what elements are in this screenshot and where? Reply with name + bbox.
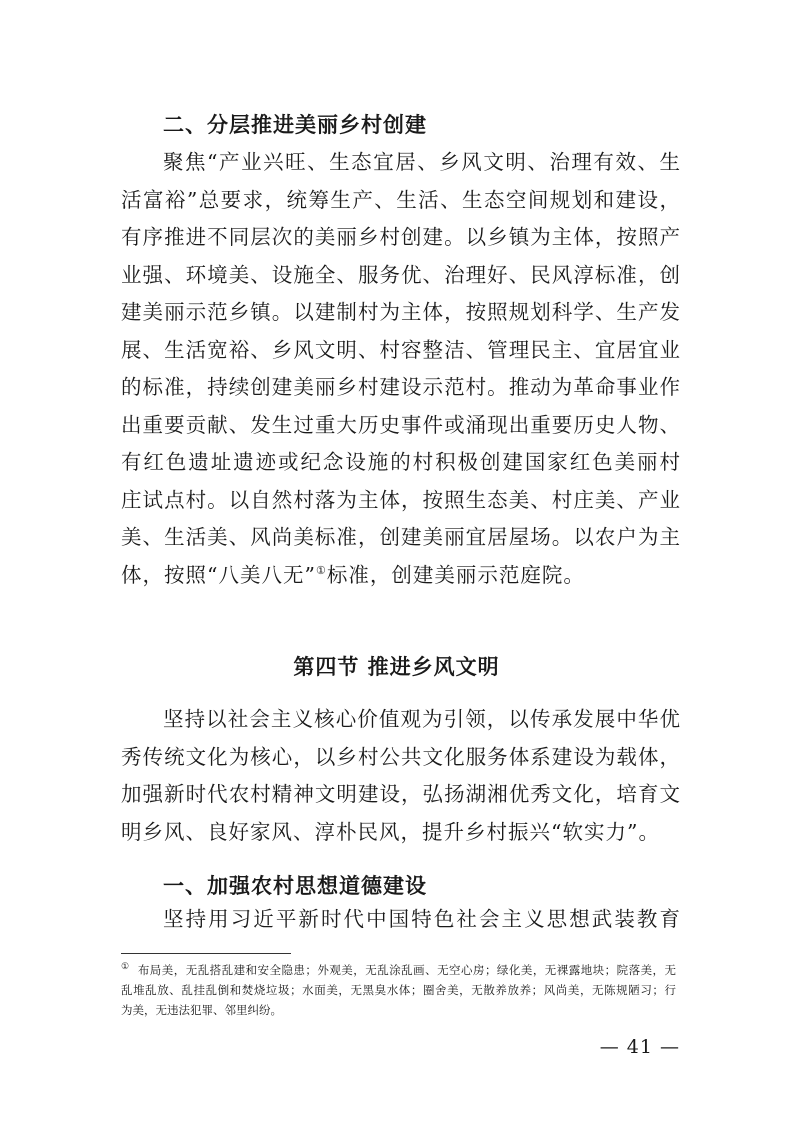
paragraph-line: 庄试点村。以自然村落为主体，按照生态美、村庄美、产业 bbox=[121, 487, 681, 512]
page-number: — 41 — bbox=[599, 1036, 680, 1058]
paragraph-line: 的标准，持续创建美丽乡村建设示范村。推动为革命事业作 bbox=[121, 375, 681, 399]
paragraph-line: 美、生活美、风尚美标准，创建美丽宜居屋场。以农户为主 bbox=[121, 525, 681, 549]
footnote-divider bbox=[121, 953, 291, 954]
footnote-mark: ① bbox=[121, 962, 130, 973]
paragraph-line: 建美丽示范乡镇。以建制村为主体，按照规划科学、生产发 bbox=[121, 300, 681, 324]
paragraph-line: 有序推进不同层次的美丽乡村创建。以乡镇为主体，按照产 bbox=[121, 225, 681, 249]
paragraph-beautiful-village-creation bbox=[121, 144, 681, 594]
footnote-line bbox=[121, 960, 676, 980]
paragraph-line: 秀传统文化为核心，以乡村公共文化服务体系建设为载体， bbox=[121, 744, 681, 769]
footnote-line: 为美，无违法犯罪、邻里纠纷。 bbox=[121, 1003, 282, 1017]
paragraph-line: 展、生活宽裕、乡风文明、村容整洁、管理民主、宜居宜业 bbox=[121, 337, 681, 362]
paragraph-line: 出重要贡献、发生过重大历史事件或涌现出重要历史人物、 bbox=[121, 412, 681, 437]
footnote bbox=[121, 960, 676, 1020]
footnote-line: 乱堆乱放、乱挂乱倒和焚烧垃圾；水面美，无黑臭水体；圈舍美，无散养放养；风尚美，无陈规陋习；行 bbox=[121, 983, 676, 997]
paragraph-text: 体，按照“八美八无” bbox=[121, 562, 316, 587]
footnote-reference[interactable]: ① bbox=[315, 563, 327, 577]
paragraph-line: 加强新时代农村精神文明建设，弘扬湖湘优秀文化，培育文 bbox=[121, 782, 681, 806]
paragraph-line: 有红色遗址遗迹或纪念设施的村积极创建国家红色美丽村 bbox=[121, 450, 681, 474]
paragraph-line: 业强、环境美、设施全、服务优、治理好、民风淳标准，创 bbox=[121, 262, 681, 287]
paragraph-line: 聚焦“产业兴旺、生态宜居、乡风文明、治理有效、生 bbox=[163, 150, 681, 174]
paragraph-rural-civilization bbox=[121, 701, 681, 851]
paragraph-last-line bbox=[121, 557, 681, 595]
paragraph-text: 标准，创建美丽示范庭院。 bbox=[326, 562, 585, 587]
paragraph-line: 坚持以社会主义核心价值观为引领，以传承发展中华优 bbox=[163, 707, 681, 731]
paragraph-line: 活富裕”总要求，统筹生产、生活、生态空间规划和建设， bbox=[121, 187, 681, 212]
subheading-ideological-moral: 一、加强农村思想道德建设 bbox=[163, 874, 427, 898]
subheading-tiered-beautiful-village: 二、分层推进美丽乡村创建 bbox=[163, 113, 427, 137]
paragraph-line: 坚持用习近平新时代中国特色社会主义思想武装教育 bbox=[163, 907, 681, 931]
paragraph-ideology-education bbox=[121, 901, 681, 939]
paragraph-line: 明乡风、良好家风、淳朴民风，提升乡村振兴“软实力”。 bbox=[121, 819, 660, 844]
section-title: 第四节 推进乡风文明 bbox=[293, 655, 500, 679]
footnote-text: 布局美，无乱搭乱建和安全隐患；外观美，无乱涂乱画、无空心房；绿化美，无裸露地块；院落美，无 bbox=[137, 963, 677, 977]
